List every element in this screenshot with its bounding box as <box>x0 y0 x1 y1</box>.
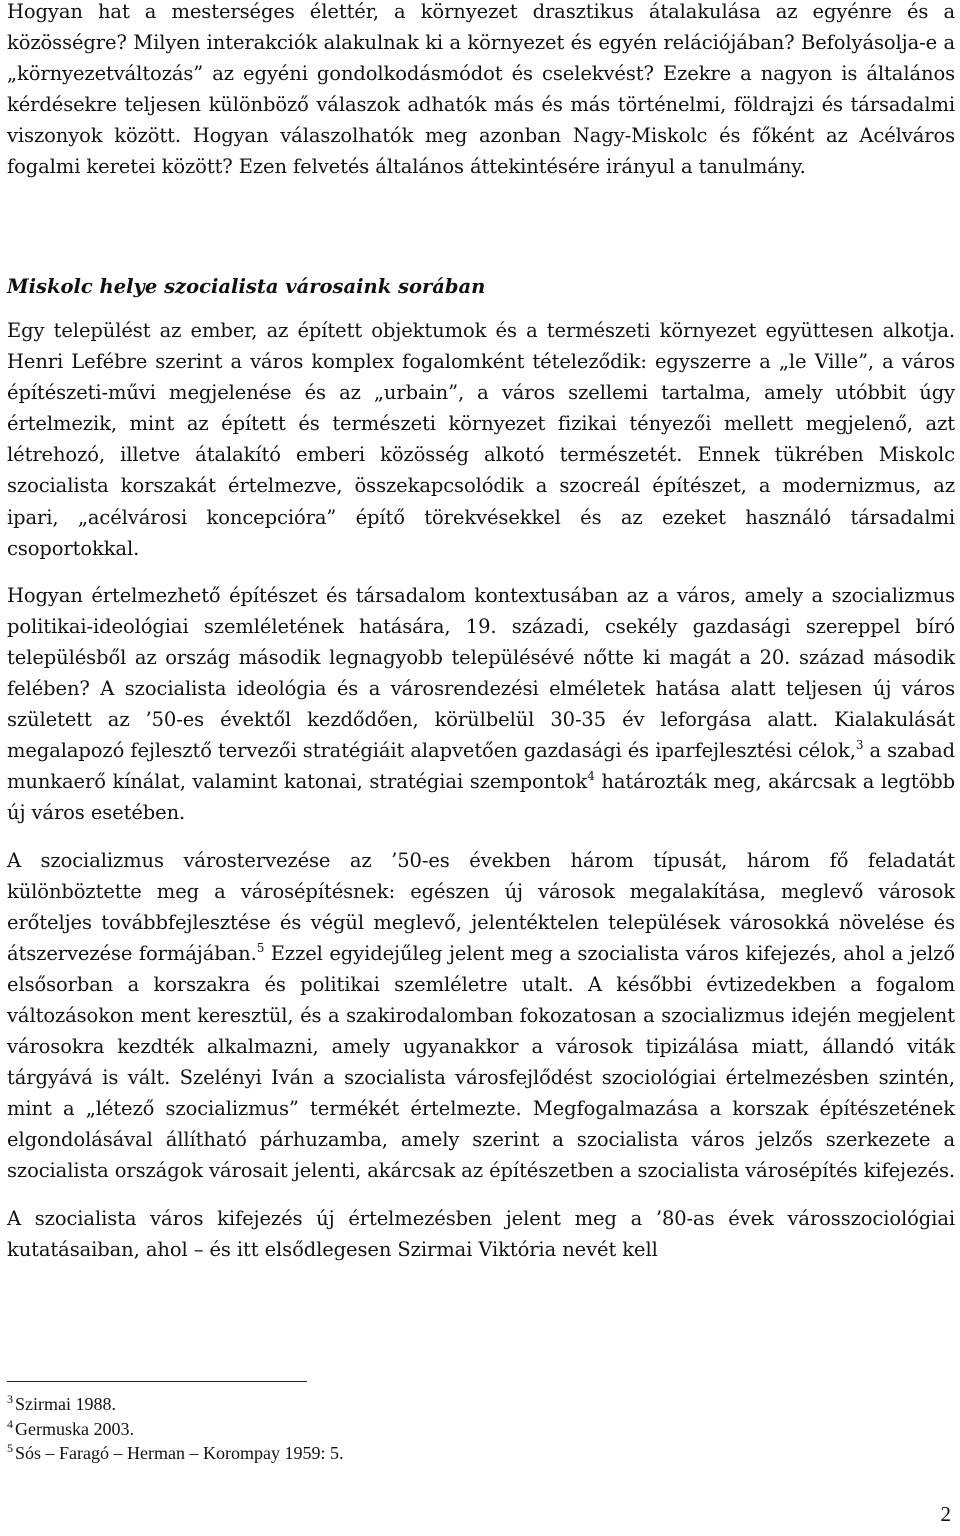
footnote-number: 4 <box>7 1416 13 1431</box>
paragraph-3-text-a: A szocializmus várostervezése az ’50-es években három típusát, három fő feladatát különböztette meg a városépítésnek: egészen új városok megalakítása, meglevő városok erőteljes továbbfejlesztése és végül meglevő, jelentéktelen települések városokká növelése és átszervezése formájában. <box>7 848 955 965</box>
footnote-ref-4: 4 <box>587 769 595 784</box>
footnote-item <box>7 1417 343 1442</box>
section-heading: Miskolc helye szocialista városaink sorában <box>7 275 486 298</box>
footnote-ref-3: 3 <box>855 738 864 753</box>
footnote-divider <box>7 1381 307 1382</box>
footnote-ref-5: 5 <box>256 940 265 955</box>
footnote-item <box>7 1392 343 1417</box>
footnote-number: 3 <box>7 1392 13 1406</box>
paragraph-3 <box>7 845 955 1187</box>
footnote-text: Szirmai 1988. <box>15 1394 116 1414</box>
footnotes-list <box>7 1392 343 1466</box>
body-text <box>7 315 955 1281</box>
intro-paragraph: Hogyan hat a mesterséges élettér, a környezet drasztikus átalakulása az egyénre és a közösségre? Milyen interakciók alakulnak ki a környezet és egyén relációjában? Befolyásolja-e a „környezetváltozás” az egyéni gondolkodásmódot és cselekvést? Ezekre a nagyon is általános kérdésekre teljesen különböző válaszok adhatók más és más történelmi, földrajzi és társadalmi viszonyok között. Hogyan válaszolhatók meg azonban Nagy-Miskolc és főként az Acélváros fogalmi keretei között? Ezen felvetés általános áttekintésére irányul a tanulmány. <box>7 0 955 179</box>
footnote-number: 5 <box>7 1441 13 1455</box>
paragraph-2 <box>7 580 955 829</box>
page-number: 2 <box>940 1502 951 1526</box>
footnote-item <box>7 1441 343 1466</box>
footnote-text: Germuska 2003. <box>15 1418 134 1439</box>
paragraph-4: A szocialista város kifejezés új értelmezésben jelent meg a ’80-as évek városszociológiai kutatásaiban, ahol – és itt elsődlegesen Szirmai Viktória nevét kell <box>7 1206 955 1261</box>
footnote-text: Sós – Faragó – Herman – Korompay 1959: 5. <box>15 1443 344 1463</box>
paragraph-2-text-b: a szabad munkaerő kínálat, valamint katonai, stratégiai szempontok <box>7 739 955 794</box>
paragraph-2-text-a: Hogyan értelmezhető építészet és társadalom kontextusában az a város, amely a szocializmus politikai-ideológiai szemléletének hatására, 19. századi, csekély gazdasági szereppel bíró településből az ország második legnagyobb településévé nőtte ki magát a 20. század második felében? A szocialista ideológia és a városrendezési elméletek hatása alatt teljesen új város született az ’50-es évektől kezdődően, körülbelül 30-35 év leforgása alatt. Kialakulását megalapozó fejlesztő tervezői stratégiáit alapvetően gazdasági és iparfejlesztési célok, <box>7 583 955 763</box>
paragraph-2-text-c: határozták meg, akárcsak a legtöbb új város esetében. <box>7 770 955 825</box>
paragraph-1: Egy települést az ember, az épített objektumok és a természeti környezet együttesen alkotja. Henri Lefébre szerint a város komplex fogalomként tételeződik: egyszerre a „le Ville”, a város építészeti-művi megjelenése és az „urbain”, a város szellemi tartalma, amely utóbbit úgy értelmezik, mint az épített és természeti környezet fizikai tényezői mellett megjelenő, azt létrehozó, illetve átalakító emberi közösség alkotó természetét. Ennek tükrében Miskolc szocialista korszakát értelmezve, összekapcsolódik a szocreál építészet, a modernizmus, az ipari, „acélvárosi koncepcióra” építő törekvésekkel és az ezeket használó társadalmi csoportokkal. <box>7 319 955 560</box>
paragraph-3-text-b: Ezzel egyidejűleg jelent meg a szocialista város kifejezés, ahol a jelző elsősorban a korszakra és politikai szemléletre utalt. A későbbi évtizedekben a fogalom változásokon ment keresztül, és a szakirodalomban fokozatosan a szocializmus idején megjelent városokra kezdték alkalmazni, amely ugyanakkor a városok tipizálása miatt, állandó viták tárgyává is vált. Szelényi Iván a szocialista városfejlődést szociológiai értelmezésben szintén, mint a „létező szocializmus” termékét értelmezte. Megfogalmazása a korszak építészetének elgondolásával állítható párhuzamba, amely szerint a szocialista város jelzős szerkezete a szocialista országok városait jelenti, akárcsak az építészetben a szocialista városépítés kifejezés. <box>7 941 956 1183</box>
